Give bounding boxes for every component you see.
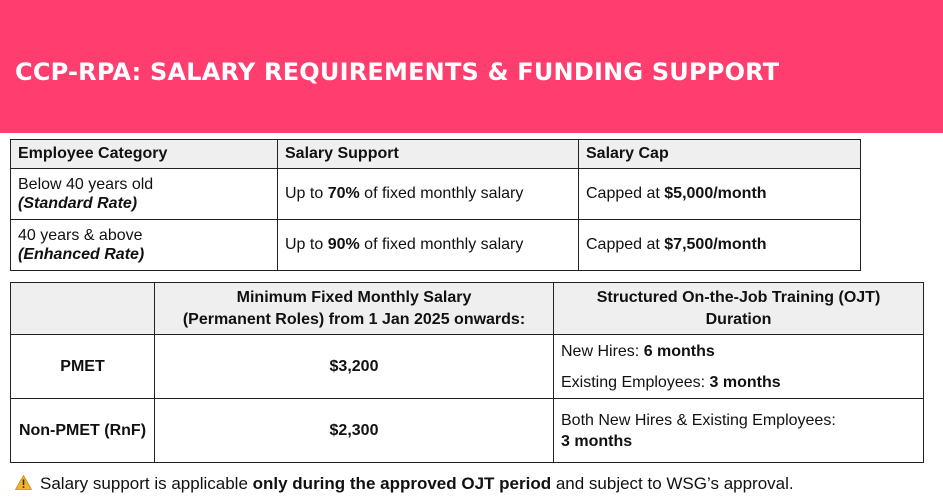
cap-value: $5,000/month [664,185,767,202]
footnote-text: and subject to WSG’s approval. [551,474,794,493]
cap-value: $7,500/month [664,236,767,253]
rate-label: (Enhanced Rate) [18,245,145,263]
table-row [11,399,924,463]
warning-icon [15,475,32,490]
column-header: Salary Cap [579,140,861,169]
ojt-label: New Hires: [561,342,644,360]
footnote-text: Salary support is applicable [40,474,253,493]
salary-requirements-table [10,282,924,463]
ojt-header-line: Structured On-the-Job Training (OJT) [596,288,881,306]
footnote-emphasis: only during the approved OJT period [252,474,552,493]
min-salary-header-line: (Permanent Roles) from 1 Jan 2025 onwards: [182,310,526,328]
table-header-row [11,140,861,169]
salary-support-table [10,139,861,271]
category-label: 40 years & above [18,226,143,244]
page-title: CCP-RPA: SALARY REQUIREMENTS & FUNDING SUPPORT [15,58,780,86]
ojt-line [561,367,916,398]
ojt-value: 3 months [561,432,633,450]
category-cell [11,169,278,220]
column-header: Salary Support [278,140,579,169]
column-header [554,283,924,335]
ojt-label: Both New Hires & Existing Employees: [561,411,836,429]
category-cell: Non-PMET (RnF) [11,399,155,463]
ojt-header-line: Duration [705,310,772,328]
table-row [11,335,924,399]
salary-cell: $3,200 [155,335,554,399]
footnote [15,474,794,494]
ojt-value: 6 months [643,342,715,360]
ojt-line [561,336,916,367]
support-text: Up to [285,185,328,202]
table-row [11,169,861,220]
table-header-row [11,283,924,335]
empty-header-cell [11,283,155,335]
min-salary-header-line: Minimum Fixed Monthly Salary [236,288,472,306]
ojt-cell [554,335,924,399]
column-header: Employee Category [11,140,278,169]
ojt-label: Existing Employees: [561,373,710,391]
support-text: of fixed monthly salary [359,236,524,253]
category-cell [11,220,278,271]
support-percent: 90% [327,236,360,253]
ojt-cell [554,399,924,463]
cap-cell [579,169,861,220]
column-header [155,283,554,335]
salary-cell: $2,300 [155,399,554,463]
support-text: of fixed monthly salary [359,185,524,202]
category-label: Below 40 years old [18,175,154,193]
cap-text: Capped at [586,185,665,202]
support-text: Up to [285,236,328,253]
ojt-value: 3 months [709,373,781,391]
table-row [11,220,861,271]
support-cell [278,169,579,220]
cap-text: Capped at [586,236,665,253]
rate-label: (Standard Rate) [18,194,138,212]
category-cell: PMET [11,335,155,399]
support-percent: 70% [327,185,360,202]
title-banner [0,0,943,133]
support-cell [278,220,579,271]
cap-cell [579,220,861,271]
